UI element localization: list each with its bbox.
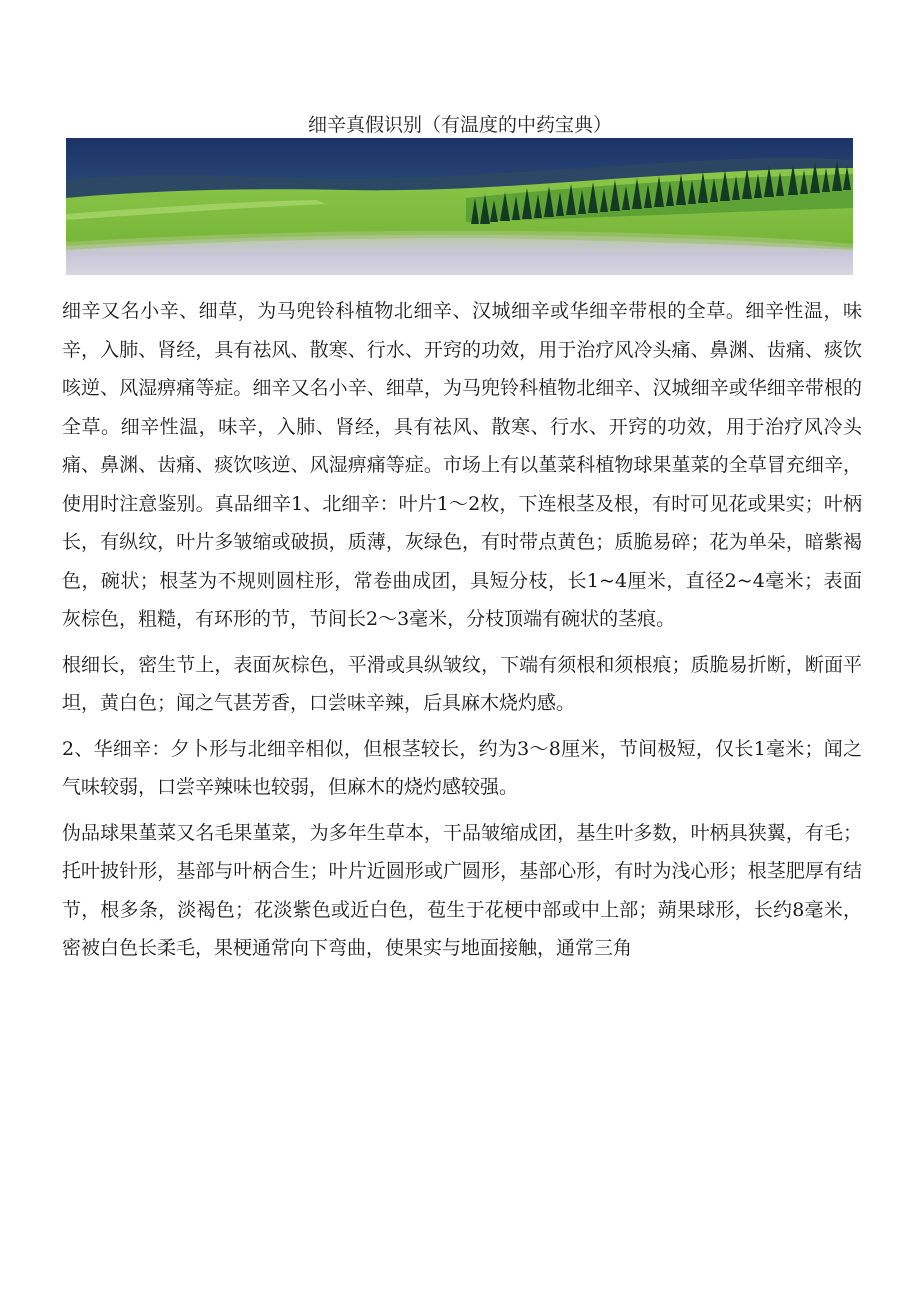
- paragraph-4: 伪品球果堇菜又名毛果堇菜，为多年生草本，干品皱缩成团，基生叶多数，叶柄具狭翼，有毛；托叶披针形，基部与叶柄合生；叶片近圆形或广圆形，基部心形，有时为浅心形；根茎肥厚有结节，根多条，淡褐色；花淡紫色或近白色，苞生于花梗中部或中上部；蒴果球形，长约8毫米，密被白色长柔毛，果梗通常向下弯曲，使果实与地面接触，通常三角: [62, 821, 862, 959]
- paragraph-1: 细辛又名小辛、细草，为马兜铃科植物北细辛、汉城细辛或华细辛带根的全草。细辛性温，味辛，入肺、肾经，具有祛风、散寒、行水、开窍的功效，用于治疗风冷头痛、鼻渊、齿痛、痰饮咳逆、风湿痹痛等症。细辛又名小辛、细草，为马兜铃科植物北细辛、汉城细辛或华细辛带根的全草。细辛性温，味辛，入肺、肾经，具有祛风、散寒、行水、开窍的功效，用于治疗风冷头痛、鼻渊、齿痛、痰饮咳逆、风湿痹痛等症。市场上有以堇菜科植物球果堇菜的全草冒充细辛，使用时注意鉴别。真品细辛1、北细辛：叶片1〜2枚，下连根茎及根，有时可见花或果实；叶柄长，有纵纹，叶片多皱缩或破损，质薄，灰绿色，有时带点黄色；质脆易碎；花为单朵，暗紫褐色，碗状；根茎为不规则圆柱形，常卷曲成团，具短分枝，长1~4厘米，直径2~4毫米；表面灰棕色，粗糙，有环形的节，节间长2〜3毫米，分枝顶端有碗状的茎痕。: [62, 300, 862, 630]
- article-body: [62, 292, 862, 975]
- paragraph-2: 根细长，密生节上，表面灰棕色，平滑或具纵皱纹，下端有须根和须根痕；质脆易折断，断面平坦，黄白色；闻之气甚芳香，口尝味辛辣，后具麻木烧灼感。: [62, 653, 862, 714]
- paragraph-3: 2、华细辛：夕卜形与北细辛相似，但根茎较长，约为3〜8厘米，节间极短，仅长1毫米；闻之气味较弱，口尝辛辣味也较弱，但麻木的烧灼感较强。: [62, 737, 862, 798]
- page-title: 细辛真假识别（有温度的中药宝典）: [307, 114, 612, 136]
- landscape-photo: [66, 138, 853, 275]
